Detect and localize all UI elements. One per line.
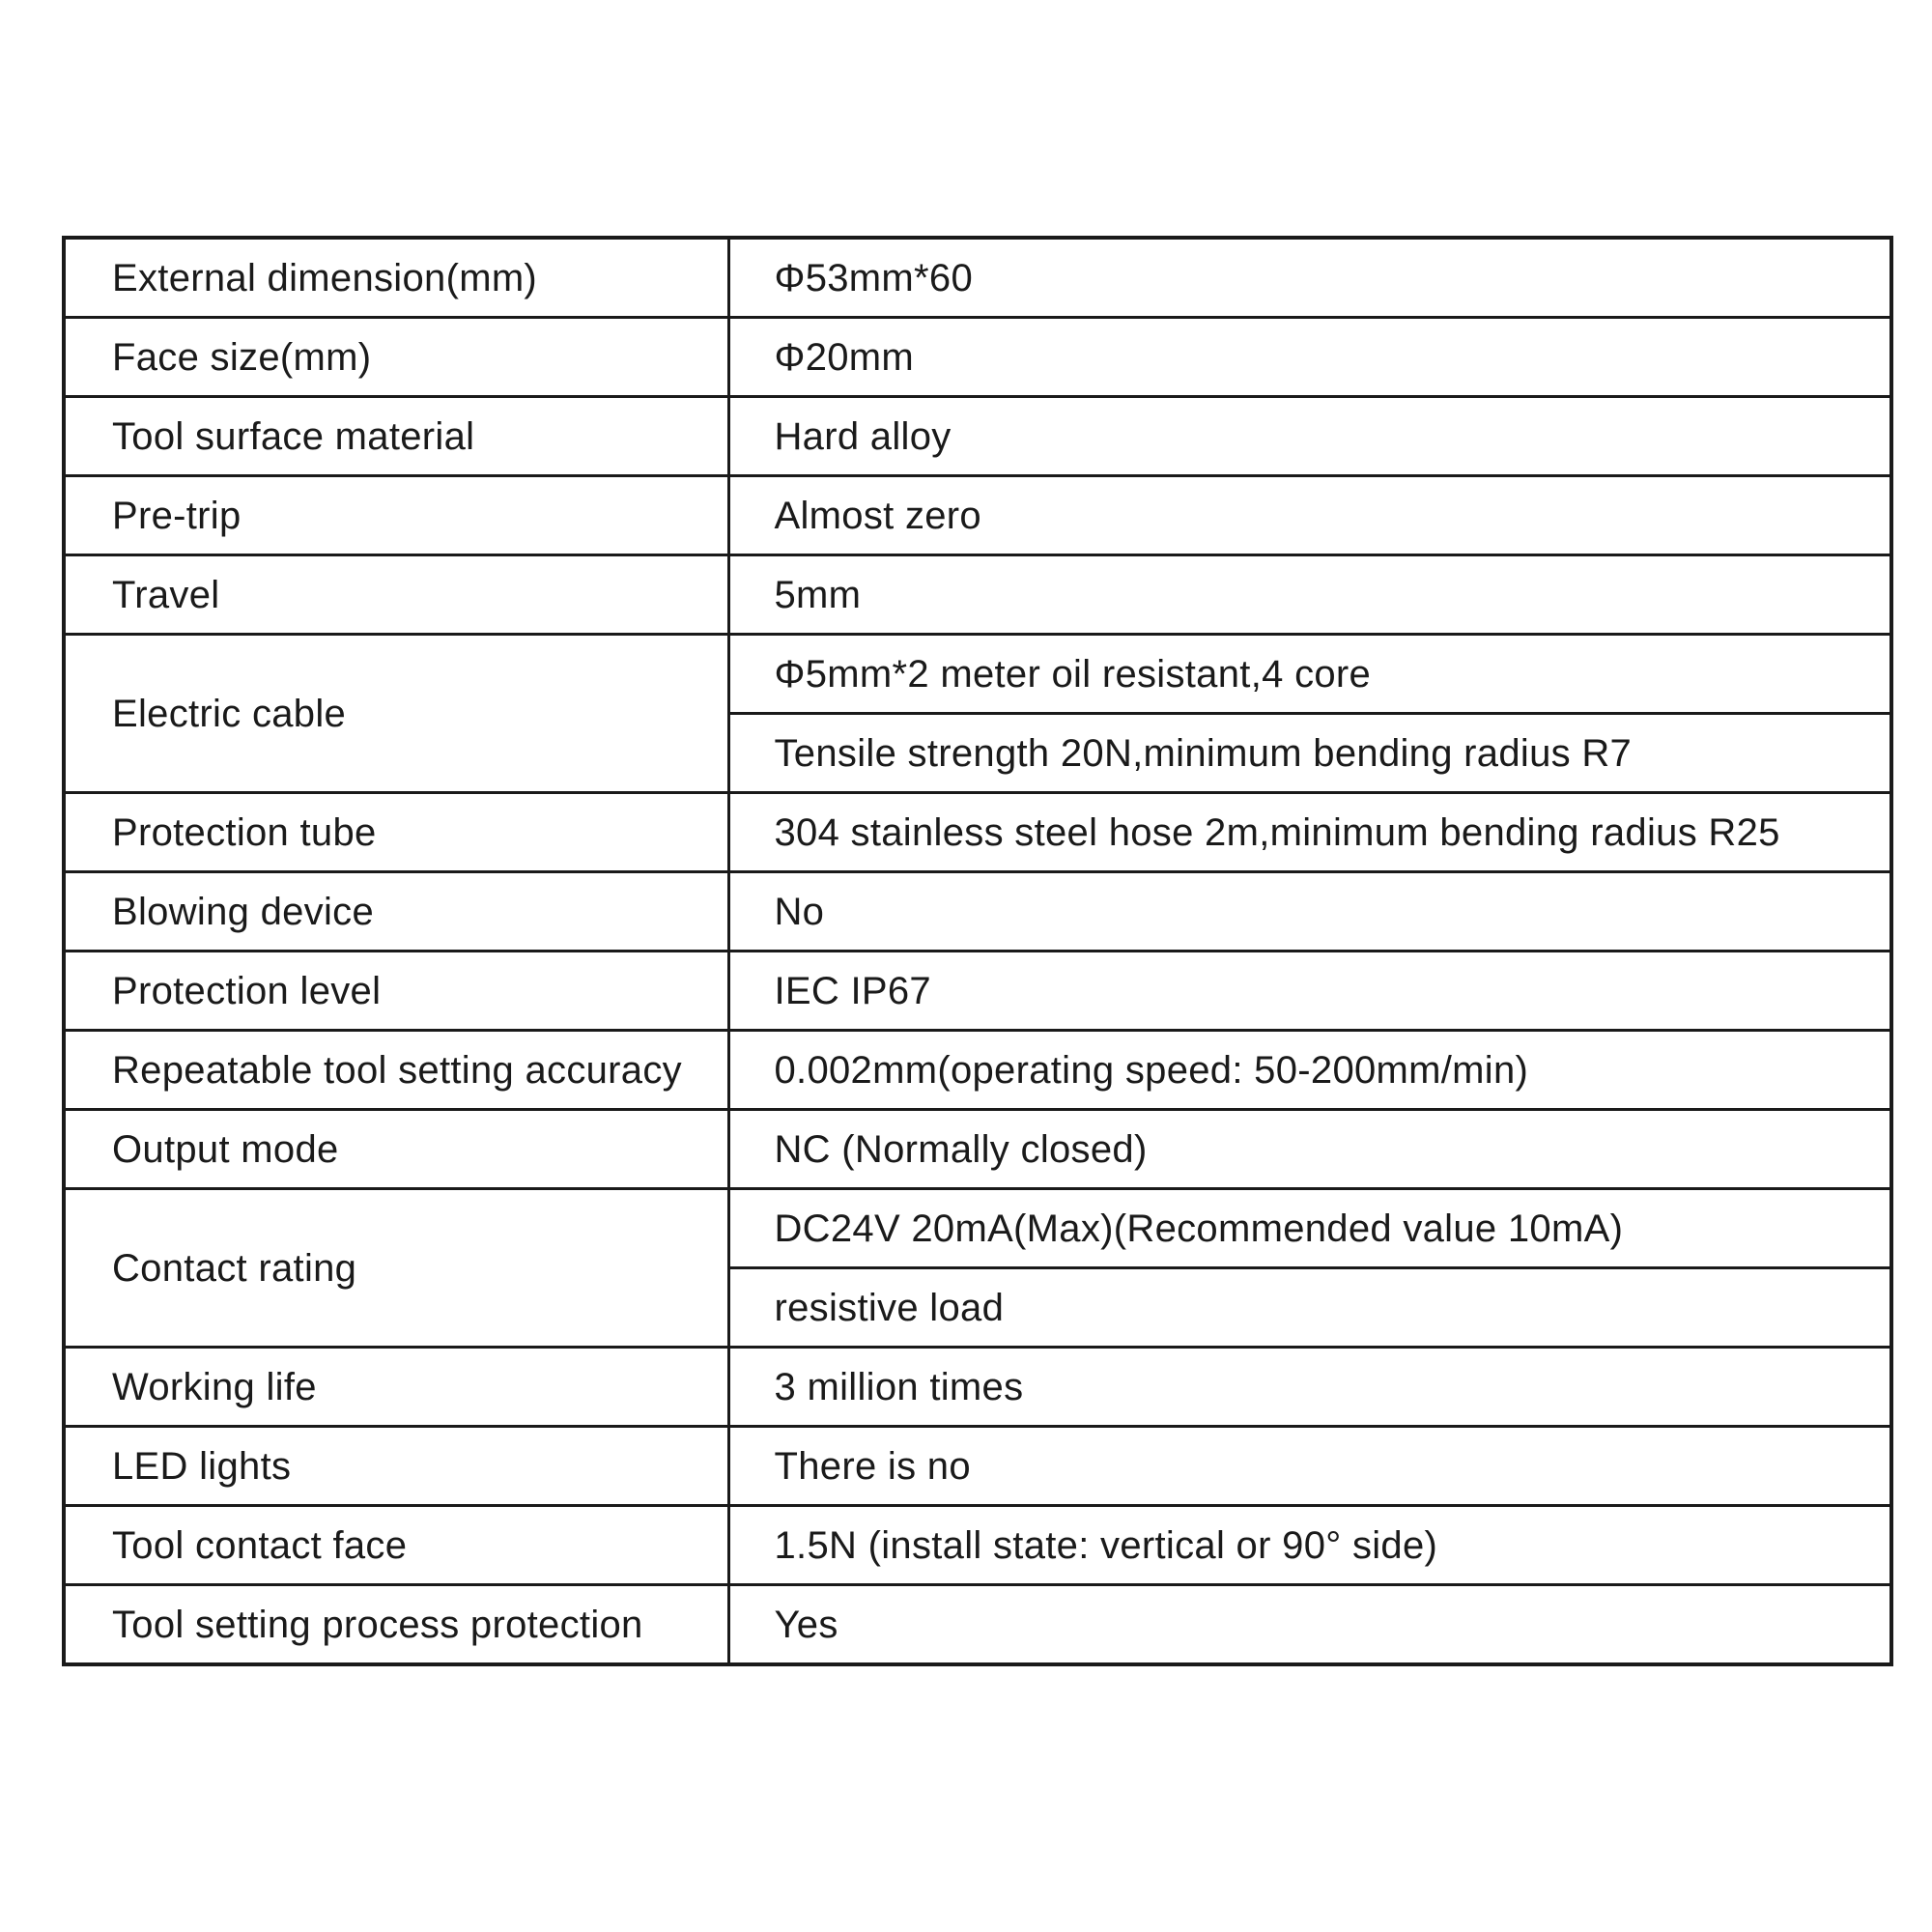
spec-label: Output mode [64, 1110, 728, 1189]
spec-value: 304 stainless steel hose 2m,minimum bending radius R25 [728, 793, 1891, 872]
spec-value: Tensile strength 20N,minimum bending radius R7 [728, 714, 1891, 793]
table-row [64, 1506, 1891, 1585]
spec-value: 1.5N (install state: vertical or 90° side) [728, 1506, 1891, 1585]
table-row [64, 238, 1891, 318]
spec-value: resistive load [728, 1268, 1891, 1348]
spec-value: NC (Normally closed) [728, 1110, 1891, 1189]
spec-label: Blowing device [64, 872, 728, 952]
spec-value: Almost zero [728, 476, 1891, 555]
table-row [64, 397, 1891, 476]
table-row [64, 1348, 1891, 1427]
table-row [64, 1110, 1891, 1189]
spec-value: Φ53mm*60 [728, 238, 1891, 318]
table-row [64, 1585, 1891, 1665]
table-row [64, 476, 1891, 555]
spec-value: 0.002mm(operating speed: 50-200mm/min) [728, 1031, 1891, 1110]
spec-label: Protection tube [64, 793, 728, 872]
spec-label: Travel [64, 555, 728, 635]
spec-value: Φ5mm*2 meter oil resistant,4 core [728, 635, 1891, 714]
table-row [64, 793, 1891, 872]
spec-label: Pre-trip [64, 476, 728, 555]
table-row [64, 1189, 1891, 1268]
spec-label: Face size(mm) [64, 318, 728, 397]
table-row [64, 555, 1891, 635]
spec-value: No [728, 872, 1891, 952]
spec-label: Electric cable [64, 635, 728, 793]
spec-label: Repeatable tool setting accuracy [64, 1031, 728, 1110]
spec-value: Φ20mm [728, 318, 1891, 397]
spec-value: IEC IP67 [728, 952, 1891, 1031]
spec-label: External dimension(mm) [64, 238, 728, 318]
spec-value: 3 million times [728, 1348, 1891, 1427]
spec-label: Tool contact face [64, 1506, 728, 1585]
spec-value: 5mm [728, 555, 1891, 635]
spec-value: DC24V 20mA(Max)(Recommended value 10mA) [728, 1189, 1891, 1268]
table-row [64, 1031, 1891, 1110]
spec-label: Contact rating [64, 1189, 728, 1348]
spec-value: Yes [728, 1585, 1891, 1665]
spec-label: Working life [64, 1348, 728, 1427]
spec-label: Protection level [64, 952, 728, 1031]
spec-label: Tool setting process protection [64, 1585, 728, 1665]
spec-label: Tool surface material [64, 397, 728, 476]
spec-value: Hard alloy [728, 397, 1891, 476]
table-row [64, 1427, 1891, 1506]
table-row [64, 635, 1891, 714]
spec-table [62, 236, 1893, 1666]
table-row [64, 318, 1891, 397]
table-row [64, 872, 1891, 952]
spec-label: LED lights [64, 1427, 728, 1506]
spec-value: There is no [728, 1427, 1891, 1506]
table-row [64, 952, 1891, 1031]
